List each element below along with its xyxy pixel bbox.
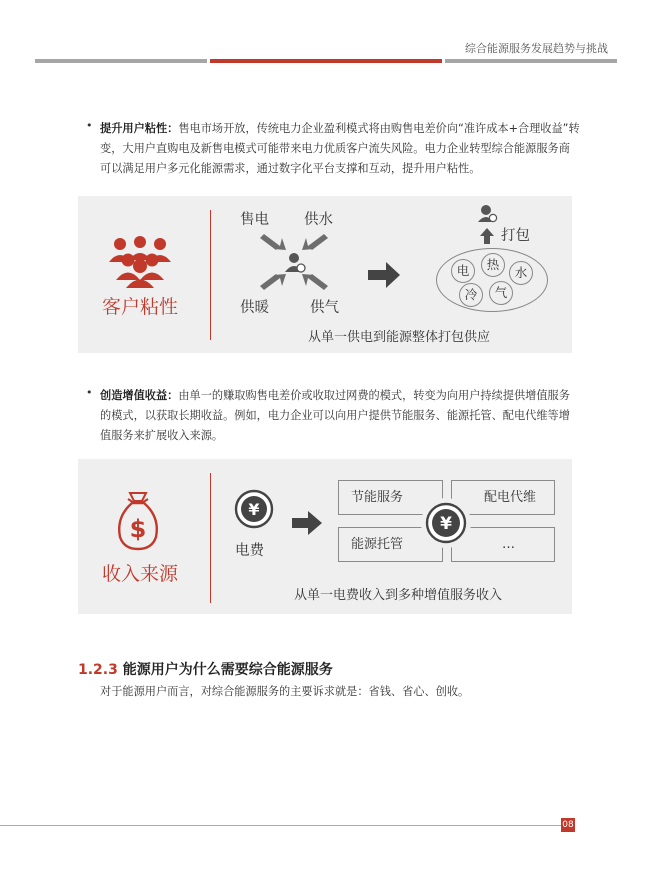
section-title: 能源用户为什么需要综合能源服务 [122, 662, 333, 678]
input-gas-supply: 供气 [310, 300, 339, 316]
header-title: 综合能源服务发展趋势与挑战 [465, 42, 608, 55]
section-number: 1.2.3 [78, 662, 118, 678]
money-bag-icon [116, 491, 160, 551]
bullet-dot: • [86, 119, 93, 132]
yuan-coin-icon [234, 489, 274, 529]
input-heating: 供暖 [240, 300, 269, 316]
service-energy-saving: 节能服务 [338, 480, 443, 515]
yuan-coin-center-icon [420, 497, 472, 549]
right-arrow-icon [292, 511, 322, 535]
input-electricity-sale: 售电 [240, 212, 269, 228]
bullet-label: 提升用户粘性： [100, 122, 179, 135]
panel2-caption: 从单一电费收入到多种增值服务收入 [294, 588, 503, 603]
energy-gas: 气 [489, 281, 513, 305]
right-arrow-icon [368, 262, 400, 288]
energy-water: 水 [509, 261, 533, 285]
panel-divider [210, 473, 211, 603]
svg-text:¥: ¥ [248, 500, 260, 519]
bullet-label: 创造增值收益： [100, 389, 179, 402]
service-more: … [451, 527, 555, 562]
header-bar-left [35, 59, 207, 63]
income-source-panel [78, 459, 572, 614]
bullet-text: 售电市场开放，传统电力企业盈利模式将由购售电差价向“准许成本+合理收益”转变，大用户直购电及新售电模式可能带来电力优质客户流失风险。电力企业转型综合能源服务商可以满足用户多元化能源需求，通过数字化平台支撑和互动，提升用户粘性。 [100, 122, 580, 175]
bullet-paragraph-1 [100, 119, 580, 179]
income-source-label: 收入来源 [102, 563, 179, 585]
bullet-text: 由单一的赚取购售电差价或收取过网费的模式，转变为向用户持续提供增值服务的模式，以获取长期收益。例如，电力企业可以向用户提供节能服务、能源托管、配电代维等增值服务来扩展收入来源。 [100, 389, 570, 442]
footer-line [0, 825, 568, 826]
input-water-supply: 供水 [304, 212, 333, 228]
customer-stickiness-label: 客户粘性 [102, 296, 179, 318]
bundle-label: 打包 [501, 228, 530, 244]
service-energy-hosting: 能源托管 [338, 527, 443, 562]
crowd-icon [106, 232, 174, 288]
panel-divider [210, 210, 211, 340]
service-distribution-maintenance: 配电代维 [451, 480, 555, 515]
bullet-dot: • [86, 386, 93, 399]
section-body: 对于能源用户而言，对综合能源服务的主要诉求就是：省钱、省心、创收。 [100, 685, 470, 698]
section-heading [78, 659, 333, 679]
bundle-user-icon [476, 204, 500, 244]
energy-heat: 热 [481, 253, 505, 277]
svg-text:$: $ [129, 515, 147, 543]
energy-bundle-ellipse [436, 248, 548, 312]
header-bar-right [445, 59, 617, 63]
svg-text:¥: ¥ [440, 514, 452, 534]
energy-cooling: 冷 [459, 283, 483, 307]
energy-electricity: 电 [451, 259, 475, 283]
bullet-paragraph-2 [100, 386, 580, 446]
panel1-caption: 从单一供电到能源整体打包供应 [308, 330, 491, 345]
header-bar-accent [210, 59, 442, 63]
page-number: 08 [562, 820, 574, 830]
customer-stickiness-panel [78, 196, 572, 353]
electricity-fee-label: 电费 [235, 543, 264, 559]
converging-arrows-icon [254, 228, 334, 298]
